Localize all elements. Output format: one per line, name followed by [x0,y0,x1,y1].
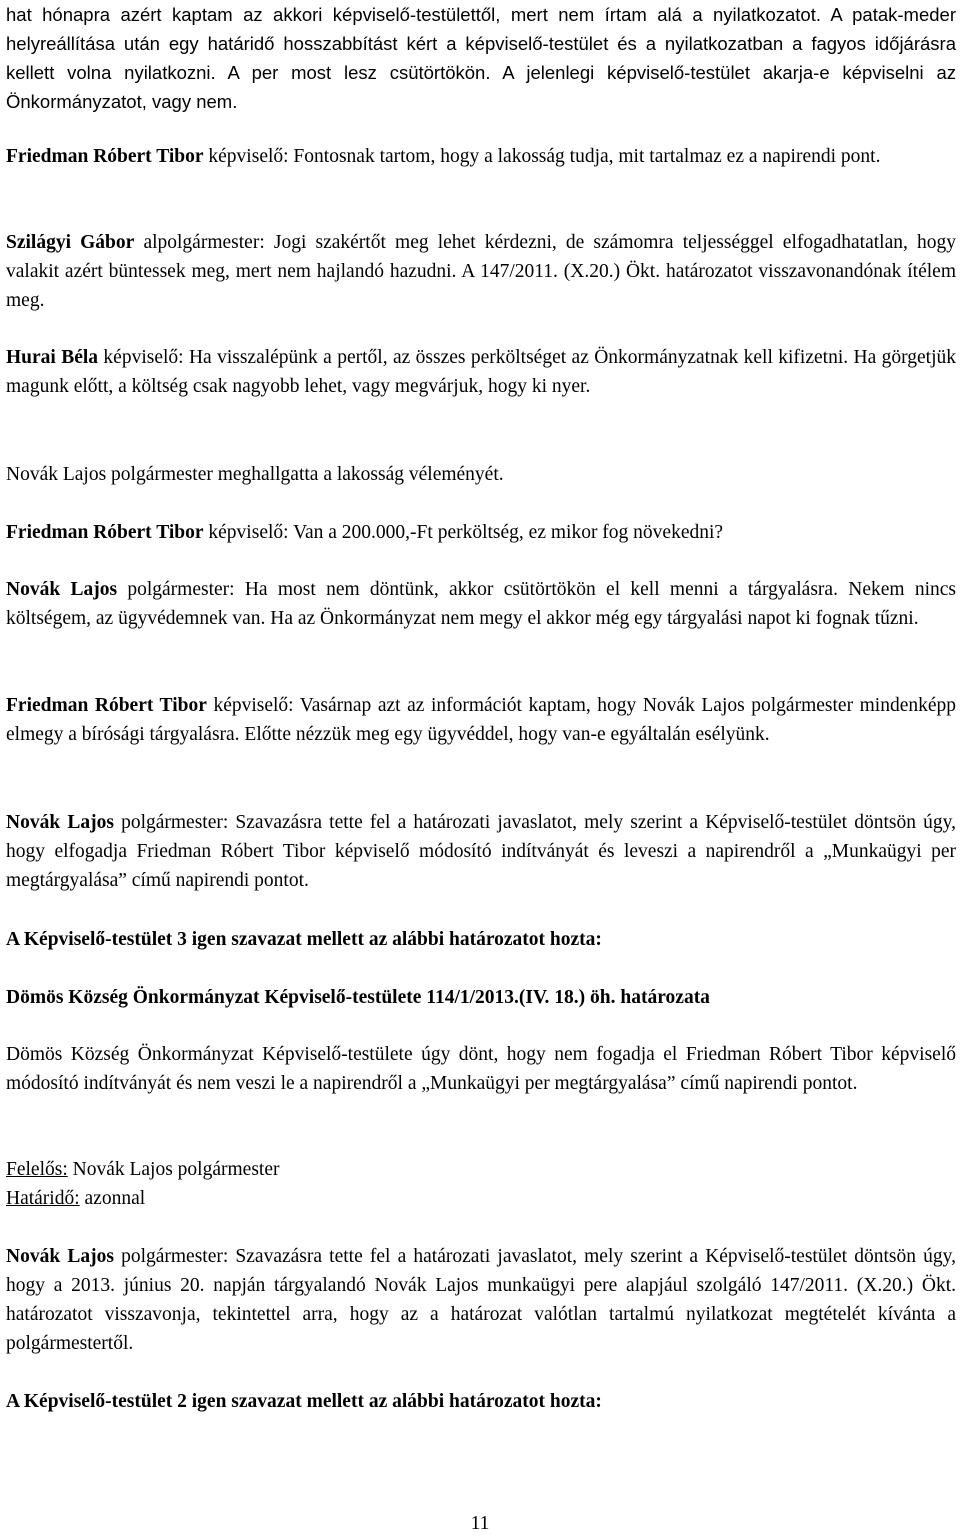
responsible-line [6,1155,956,1184]
paragraph-novak-vote-proposal-1 [6,808,956,895]
paragraph-text: polgármester: Ha most nem döntünk, akkor csütörtökön el kell menni a tárgyalásra. Nekem nincs költségem, az ügyvédemnek van. Ha az Önkormányzat nem megy el akkor még egy tárgyalási napot ki fognak tűzni. [6,579,956,629]
paragraph-hurai-statement [6,343,956,401]
page-number: 11 [470,1513,490,1534]
speaker-name: Friedman Róbert Tibor [6,146,204,167]
speaker-name: Szilágyi Gábor [6,232,135,253]
paragraph-friedman-statement-3 [6,691,956,749]
responsibility-block [6,1155,956,1213]
paragraph-szilagyi-statement [6,228,956,315]
heading-text: A Képviselő-testület 2 igen szavazat mellett az alábbi határozatot hozta: [6,1391,602,1412]
paragraph-lawsuit-statement [6,0,956,116]
paragraph-text: képviselő: Fontosnak tartom, hogy a lakosság tudja, mit tartalmaz ez a napirendi pont. [203,146,881,167]
heading-text: A Képviselő-testület 3 igen szavazat mellett az alábbi határozatot hozta: [6,929,602,950]
paragraph-friedman-statement-2 [6,518,956,547]
resolution-body [6,1040,956,1098]
vote-result-heading-2 [6,1387,956,1416]
resolution-title [6,983,956,1012]
paragraph-text: polgármester: Szavazásra tette fel a határozati javaslatot, mely szerint a Képviselő-testület döntsön úgy, hogy elfogadja Friedman Róbert Tibor képviselő módosító indítványát és leveszi a napirendről a „Munkaügyi per megtárgyalása” című napirendi pontot. [6,812,956,891]
paragraph-novak-statement-1 [6,575,956,633]
speaker-name: Friedman Róbert Tibor [6,522,204,543]
heading-text: Dömös Község Önkormányzat Képviselő-testülete 114/1/2013.(IV. 18.) öh. határozata [6,987,710,1008]
paragraph-text: alpolgármester: Jogi szakértőt meg lehet kérdezni, de számomra teljességgel elfogadhatatlan, hogy valakit azért büntessek meg, mert nem hajlandó hazudni. A 147/2011. (X.20.) Ökt. határozatot visszavonandónak ítélem meg. [6,232,957,311]
paragraph-text: képviselő: Vasárnap azt az információt kaptam, hogy Novák Lajos polgármester mindenképp elmegy a bírósági tárgyalásra. Előtte nézzük meg egy ügyvéddel, hogy van-e egyáltalán esélyünk. [6,695,957,745]
paragraph-text: hat hónapra azért kaptam az akkori képviselő-testülettől, mert nem írtam alá a nyilatkozatot. A patak-meder helyreállítása után egy határidő hosszabbítást kért a képviselő-testület és a nyilatkozatban a fagyos időjárásra kellett volna nyilatkozni. A per most lesz csütörtökön. A jelenlegi képviselő-testület akarja-e képviselni az Önkormányzatot, vagy nem. [6,4,956,112]
speaker-name: Novák Lajos [6,1246,114,1267]
responsible-label: Felelős: [6,1159,68,1180]
deadline-label: Határidő: [6,1188,80,1209]
responsible-value: Novák Lajos polgármester [67,1159,280,1180]
paragraph-text: Novák Lajos polgármester meghallgatta a lakosság véleményét. [6,464,504,485]
speaker-name: Friedman Róbert Tibor [6,695,207,716]
speaker-name: Novák Lajos [6,579,118,600]
paragraph-text: polgármester: Szavazásra tette fel a határozati javaslatot, mely szerint a Képviselő-testület döntsön úgy, hogy a 2013. június 20. napján tárgyalandó Novák Lajos munkaügyi pere alapjául szolgáló 147/2011. (X.20.) Ökt. határozatot visszavonja, tekintettel arra, hogy az a határozat valótlan tartalmú nyilatkozat megtételét kívánta a polgármestertől. [6,1246,956,1354]
vote-result-heading-1 [6,925,956,954]
deadline-value: azonnal [79,1188,146,1209]
paragraph-text: képviselő: Ha visszalépünk a pertől, az összes perköltséget az Önkormányzatnak kell kifizetni. Ha görgetjük magunk előtt, a költség csak nagyobb lehet, vagy megvárjuk, hogy ki nyer. [6,347,956,397]
paragraph-friedman-statement-1 [6,142,956,171]
document-page [6,0,956,1537]
paragraph-novak-listened [6,460,956,489]
speaker-name: Novák Lajos [6,812,114,833]
deadline-line [6,1184,956,1213]
paragraph-text: képviselő: Van a 200.000,-Ft perköltség, ez mikor fog növekedni? [203,522,724,543]
paragraph-text: Dömös Község Önkormányzat Képviselő-testülete úgy dönt, hogy nem fogadja el Friedman Róbert Tibor képviselő módosító indítványát és nem veszi le a napirendről a „Munkaügyi per megtárgyalása” című napirendi pontot. [6,1044,956,1094]
speaker-name: Hurai Béla [6,347,99,368]
paragraph-novak-vote-proposal-2 [6,1242,956,1358]
